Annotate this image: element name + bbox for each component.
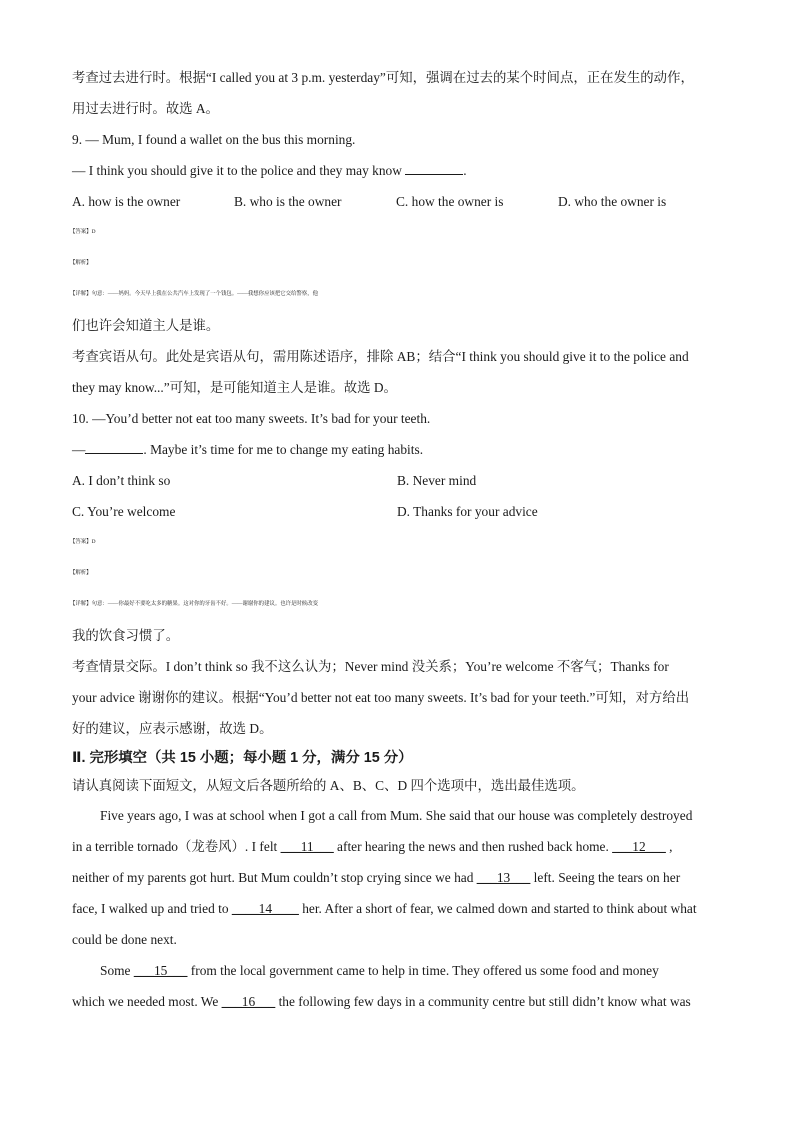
q10-option-c: C. You’re welcome [72,504,176,519]
document-page [72,62,724,1017]
section-instruction: 请认真阅读下面短文，从短文后各题所给的 A、B、C、D 四个选项中，选出最佳选项。 [72,778,585,793]
q9-detail-line-2: 们也许会知道主人是谁。 [72,318,220,333]
q9-reply-end: . [463,163,467,178]
q9-stem: 9. — Mum, I found a wallet on the bus this morning. [72,132,356,147]
passage-p1-line-5: could be done next. [72,932,177,947]
q10-explanation-line-1: 考查情景交际。I don’t think so 我不这么认为；Never mind 没关系；You’re welcome 不客气；Thanks for [72,659,669,674]
passage-text: which we needed most. We [72,994,222,1009]
q9-analysis-tag: 【解析】 [70,260,92,266]
answer-tag: 【答案】 [70,539,92,545]
passage-p1-line-3 [72,862,724,893]
q9-explanation-line-2: they may know...”可知，是可能知道主人是谁。故选 D。 [72,380,397,395]
passage-text: in a terrible tornado（龙卷风）. I felt [72,839,281,854]
passage-text: face, I walked up and tried to [72,901,232,916]
passage-text: , [665,839,673,854]
q8-explanation-line-1: 考查过去进行时。根据“I called you at 3 p.m. yesterday”可知，强调在过去的某个时间点，正在发生的动作， [72,70,694,85]
passage-text: her. After a short of fear, we calmed down and started to think about what [298,901,697,916]
q10-option-b: B. Never mind [397,473,477,488]
blank-16: ___16___ [221,994,276,1009]
passage-p1-line-1: Five years ago, I was at school when I got a call from Mum. She said that our house was completely destroyed [100,808,693,823]
q10-answer [70,527,724,558]
passage-text: after hearing the news and then rushed back home. [333,839,613,854]
q10-explanation-line-3: 好的建议，应表示感谢，故选 D。 [72,721,273,736]
q10-options-row-2 [72,496,724,527]
answer-value: D [91,229,96,235]
q10-reply [72,434,724,465]
q10-explanation-line-2: your advice 谢谢你的建议。根据“You’d better not eat too many sweets. It’s bad for your teeth.”可知，对方给出 [72,690,690,705]
q9-explanation-line-1: 考查宾语从句。此处是宾语从句，需用陈述语序，排除 AB；结合“I think you should give it to the police and [72,349,689,364]
q10-stem: 10. —You’d better not eat too many sweets. It’s bad for your teeth. [72,411,431,426]
q9-blank [405,161,463,175]
passage-p1-line-4 [72,893,724,924]
q10-analysis-tag: 【解析】 [70,570,92,576]
blank-14: ____14____ [231,901,299,916]
passage-p1-line-2 [72,831,724,862]
q10-detail-line-2: 我的饮食习惯了。 [72,628,180,643]
passage-p2-line-2 [72,986,724,1017]
q10-option-d: D. Thanks for your advice [397,504,538,519]
q8-explanation-line-2: 用过去进行时。故选 A。 [72,101,219,116]
q9-reply-text: — I think you should give it to the police and they may know [72,163,402,178]
q10-blank [85,440,143,454]
q9-option-a: A. how is the owner [72,194,181,209]
q9-option-b: B. who is the owner [234,194,342,209]
q9-options [72,186,724,217]
q10-option-a: A. I don’t think so [72,473,171,488]
q10-reply-text: . Maybe it’s time for me to change my eating habits. [143,442,424,457]
passage-text: the following few days in a community centre but still didn’t know what was [275,994,691,1009]
blank-15: ___15___ [133,963,188,978]
q9-reply [72,155,724,186]
q10-reply-dash: — [72,442,86,457]
q9-option-c: C. how the owner is [396,194,504,209]
passage-p2-line-1 [72,955,724,986]
q9-detail-line-1: 【详解】句意：——妈妈。今天早上我在公共汽车上发现了一个钱包。——我想你应该把它交给警察，他 [70,291,318,297]
passage-text: neither of my parents got hurt. But Mum couldn’t stop crying since we had [72,870,477,885]
passage-text: from the local government came to help in time. They offered us some food and money [187,963,659,978]
passage-text: Some [100,963,134,978]
section-title: Ⅱ. 完形填空（共 15 小题；每小题 1 分，满分 15 分） [72,750,413,766]
q9-option-d: D. who the owner is [558,194,667,209]
answer-tag: 【答案】 [70,229,92,235]
answer-value: D [91,539,96,545]
passage-text: left. Seeing the tears on her [530,870,681,885]
blank-13: ___13___ [476,870,531,885]
q9-answer [70,217,724,248]
q10-detail-line-1: 【详解】句意：——你最好不要吃太多的糖果。这对你的牙齿不好。——谢谢你的建议。也许是时候改变 [70,601,318,607]
blank-11: ___11___ [280,839,334,854]
q10-options-row-1 [72,465,724,496]
blank-12: ___12___ [612,839,666,854]
